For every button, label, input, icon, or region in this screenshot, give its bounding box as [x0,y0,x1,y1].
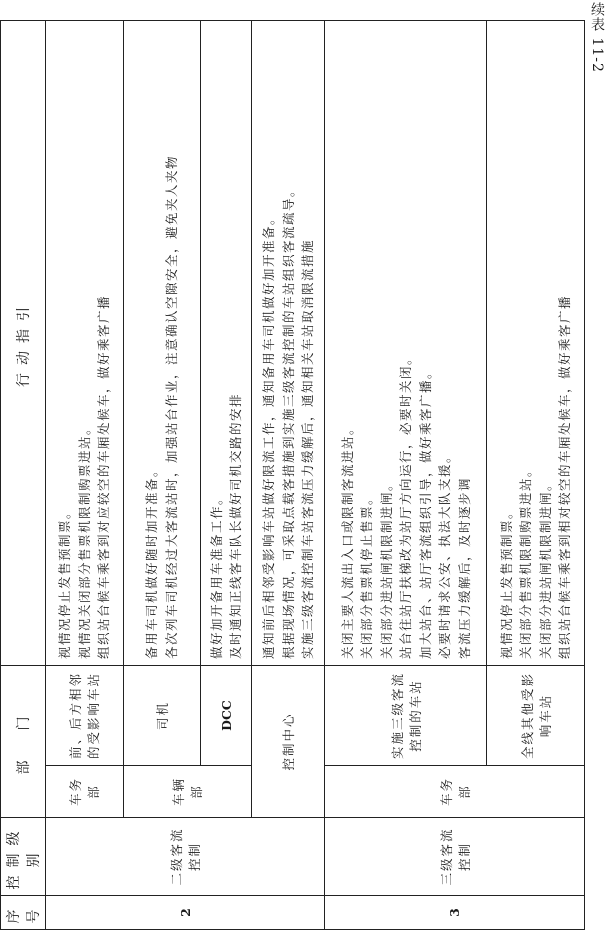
dept2-cell: 司机 [123,666,201,766]
dept1-cell: 车辆部 [123,766,252,818]
seq-cell: 3 [325,896,585,930]
level-cell: 二级客流控制 [46,818,325,896]
dept2-cell: 实施三级客流控制的车站 [325,666,487,766]
action-cell [46,21,124,666]
dept2-cell: DCC [201,666,252,766]
dept2-cell: 控制中心 [252,666,325,818]
action-line: 组织站台候车乘客到相对较空的车厢处候车，做好乘客广播 [557,294,573,659]
passenger-flow-control-table [0,20,585,930]
action-line: 视情况停止发售预制票。 [498,504,514,659]
action-line: 关闭部分进站闸机限制进闸。 [378,476,394,659]
action-cell [201,21,252,666]
table-row [46,21,124,930]
action-line: 各次列车司机经过大客流站时，加强站台作业，注意确认空隙安全，避免夹人夹物 [163,154,179,659]
dept1-cell: 车务部 [325,766,585,818]
header-dept: 部 门 [1,666,46,818]
action-line: 组织站台候车乘客到对应较空的车厢处候车，做好乘客广播 [96,294,112,659]
action-line: 视情况停止发售预制票。 [57,504,73,659]
seq-cell: 2 [46,896,325,930]
header-seq: 序号 [1,896,46,930]
dept1-cell: 车务部 [46,766,124,818]
action-line: 关闭部分进站闸机限制进闸。 [537,476,553,659]
header-action: 行动指引 [1,21,46,666]
action-line: 客流压力缓解后，及时逐步调 [456,476,472,659]
action-line: 做好加开备用车准备工作。 [208,490,224,659]
action-cell [325,21,487,666]
action-line: 根据现场情况，可采取点载客措施到实施三级客流控制的车站组织客流疏导。 [280,182,296,659]
action-cell [123,21,201,666]
action-line: 备用车司机做好随时加开准备。 [144,462,160,659]
action-line: 实施三级客流控制车站客流压力缓解后，通知相关车站取消限流措施 [300,238,316,659]
level-cell: 三级客流控制 [325,818,585,896]
action-line: 及时通知正线客车队长做好司机交路的安排 [228,392,244,659]
action-line: 关闭部分售票机限制购票进站。 [518,462,534,659]
action-cell [487,21,585,666]
action-line: 关闭主要人流出入口或限制客流进站。 [339,420,355,659]
action-line: 站台往站厅扶梯改为站厅方向运行，必要时关闭。 [398,350,414,659]
table-row [252,21,325,930]
table-row [325,21,487,930]
dept2-cell: 前、后方相邻的受影响车站 [46,666,124,766]
action-line: 加大站台、站厅客流组织引导，做好乘客广播。 [417,364,433,659]
header-level: 控制级别 [1,818,46,896]
action-cell [252,21,325,666]
action-line: 视情况关闭部分售票机限制购票进站。 [76,420,92,659]
action-line: 必要时请求公安、执法大队支援。 [437,448,453,659]
action-line: 关闭部分售票机停止售票。 [359,490,375,659]
dept2-cell: 全线其他受影响车站 [487,666,585,766]
action-line: 通知前后相邻受影响车站做好限流工作，通知备用车司机做好加开准备。 [261,210,277,659]
page-caption-text: 续表 11-2 [589,2,605,73]
table-row [123,21,201,930]
table-header-row [1,21,46,930]
